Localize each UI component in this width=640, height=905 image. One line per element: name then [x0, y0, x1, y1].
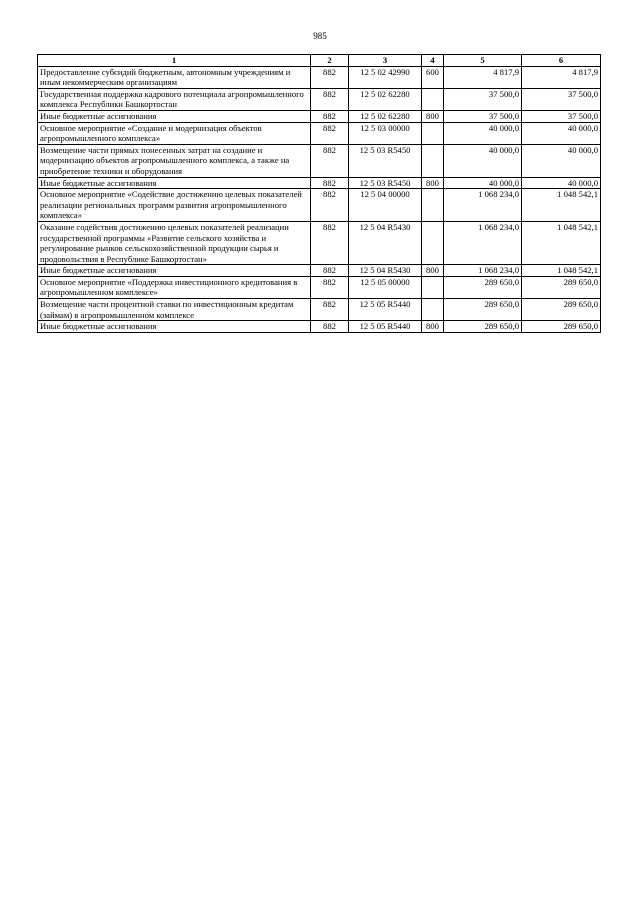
table-row: [38, 122, 601, 144]
expense-type-code-cell: 600: [422, 66, 444, 88]
expense-type-code-cell: [422, 276, 444, 298]
target-item-code-cell: 12 5 03 R5450: [349, 144, 422, 177]
row-name-cell: Предоставление субсидий бюджетным, автономным учреждениям и иным некоммерческим организациям: [38, 66, 311, 88]
amount-col5-cell: 289 650,0: [444, 321, 522, 333]
expense-type-code-cell: 800: [422, 265, 444, 277]
ministry-code-cell: 882: [311, 88, 349, 110]
amount-col5-cell: 1 068 234,0: [444, 265, 522, 277]
amount-col5-cell: 1 068 234,0: [444, 221, 522, 264]
table-row: [38, 299, 601, 321]
table-row: [38, 321, 601, 333]
amount-col6-cell: 40 000,0: [522, 177, 601, 189]
ministry-code-cell: 882: [311, 299, 349, 321]
amount-col5-cell: 40 000,0: [444, 144, 522, 177]
table-row: [38, 88, 601, 110]
ministry-code-cell: 882: [311, 321, 349, 333]
expense-type-code-cell: [422, 88, 444, 110]
table-row: [38, 276, 601, 298]
amount-col6-cell: 4 817,9: [522, 66, 601, 88]
target-item-code-cell: 12 5 03 00000: [349, 122, 422, 144]
header-col-3: 3: [349, 55, 422, 67]
table-row: [38, 66, 601, 88]
target-item-code-cell: 12 5 02 62280: [349, 110, 422, 122]
row-name-cell: Основное мероприятие «Содействие достижению целевых показателей реализации региональных программ развития агропромышленного комплекса»: [38, 189, 311, 222]
row-name-cell: Основное мероприятие «Поддержка инвестиционного кредитования в агропромышленном комплексе»: [38, 276, 311, 298]
table-row: [38, 110, 601, 122]
header-col-5: 5: [444, 55, 522, 67]
target-item-code-cell: 12 5 04 00000: [349, 189, 422, 222]
table-body: [38, 66, 601, 332]
ministry-code-cell: 882: [311, 276, 349, 298]
header-col-6: 6: [522, 55, 601, 67]
header-col-2: 2: [311, 55, 349, 67]
table-row: [38, 144, 601, 177]
expense-type-code-cell: 800: [422, 177, 444, 189]
amount-col6-cell: 1 048 542,1: [522, 221, 601, 264]
target-item-code-cell: 12 5 04 R5430: [349, 265, 422, 277]
expense-type-code-cell: 800: [422, 110, 444, 122]
row-name-cell: Иные бюджетные ассигнования: [38, 177, 311, 189]
row-name-cell: Основное мероприятие «Создание и модернизация объектов агропромышленного комплекса»: [38, 122, 311, 144]
row-name-cell: Иные бюджетные ассигнования: [38, 321, 311, 333]
ministry-code-cell: 882: [311, 122, 349, 144]
row-name-cell: Возмещение части прямых понесенных затрат на создание и модернизацию объектов агропромышленного комплекса, а также на приобретение техники и оборудования: [38, 144, 311, 177]
ministry-code-cell: 882: [311, 189, 349, 222]
ministry-code-cell: 882: [311, 265, 349, 277]
amount-col6-cell: 37 500,0: [522, 88, 601, 110]
target-item-code-cell: 12 5 03 R5450: [349, 177, 422, 189]
ministry-code-cell: 882: [311, 66, 349, 88]
table-row: [38, 189, 601, 222]
amount-col6-cell: 37 500,0: [522, 110, 601, 122]
target-item-code-cell: 12 5 05 R5440: [349, 321, 422, 333]
ministry-code-cell: 882: [311, 177, 349, 189]
amount-col6-cell: 1 048 542,1: [522, 265, 601, 277]
budget-table: [37, 54, 601, 333]
table-row: [38, 265, 601, 277]
row-name-cell: Иные бюджетные ассигнования: [38, 110, 311, 122]
amount-col6-cell: 289 650,0: [522, 276, 601, 298]
header-col-1: 1: [38, 55, 311, 67]
target-item-code-cell: 12 5 04 R5430: [349, 221, 422, 264]
amount-col5-cell: 40 000,0: [444, 177, 522, 189]
amount-col5-cell: 1 068 234,0: [444, 189, 522, 222]
row-name-cell: Оказание содействия достижению целевых показателей реализации государственной программы «Развитие сельского хозяйства и регулирование рынков сельскохозяйственной продукции сырья и продовольствия в Республике Башкортостан»: [38, 221, 311, 264]
expense-type-code-cell: 800: [422, 321, 444, 333]
target-item-code-cell: 12 5 02 62280: [349, 88, 422, 110]
amount-col5-cell: 37 500,0: [444, 110, 522, 122]
table-row: [38, 177, 601, 189]
amount-col5-cell: 4 817,9: [444, 66, 522, 88]
ministry-code-cell: 882: [311, 221, 349, 264]
amount-col5-cell: 40 000,0: [444, 122, 522, 144]
header-col-4: 4: [422, 55, 444, 67]
page-number: 985: [313, 31, 327, 41]
amount-col5-cell: 37 500,0: [444, 88, 522, 110]
amount-col6-cell: 289 650,0: [522, 321, 601, 333]
table-row: [38, 221, 601, 264]
row-name-cell: Возмещение части процентной ставки по инвестиционным кредитам (займам) в агропромышленном комплексе: [38, 299, 311, 321]
expense-type-code-cell: [422, 221, 444, 264]
amount-col6-cell: 40 000,0: [522, 144, 601, 177]
expense-type-code-cell: [422, 189, 444, 222]
amount-col6-cell: 40 000,0: [522, 122, 601, 144]
expense-type-code-cell: [422, 122, 444, 144]
row-name-cell: Государственная поддержка кадрового потенциала агропромышленного комплекса Республики Башкортостан: [38, 88, 311, 110]
ministry-code-cell: 882: [311, 144, 349, 177]
header-row: [38, 55, 601, 67]
target-item-code-cell: 12 5 05 00000: [349, 276, 422, 298]
amount-col6-cell: 289 650,0: [522, 299, 601, 321]
amount-col5-cell: 289 650,0: [444, 299, 522, 321]
target-item-code-cell: 12 5 05 R5440: [349, 299, 422, 321]
amount-col5-cell: 289 650,0: [444, 276, 522, 298]
target-item-code-cell: 12 5 02 42990: [349, 66, 422, 88]
amount-col6-cell: 1 048 542,1: [522, 189, 601, 222]
expense-type-code-cell: [422, 144, 444, 177]
row-name-cell: Иные бюджетные ассигнования: [38, 265, 311, 277]
ministry-code-cell: 882: [311, 110, 349, 122]
expense-type-code-cell: [422, 299, 444, 321]
